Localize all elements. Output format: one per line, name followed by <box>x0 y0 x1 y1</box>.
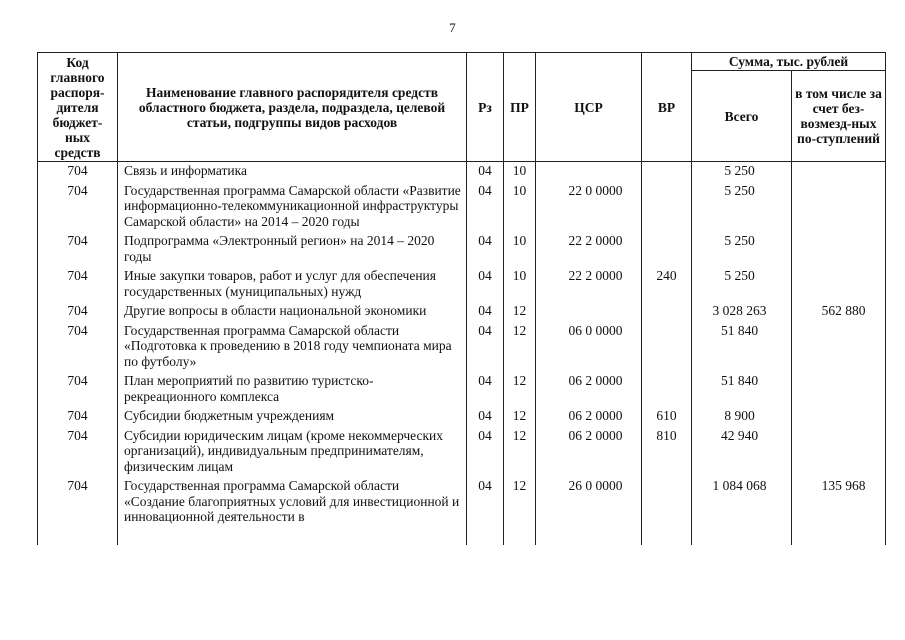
cell-code: 704 <box>38 182 118 233</box>
cell-total: 5 250 <box>692 267 792 302</box>
cell-pr: 12 <box>504 407 536 427</box>
cell-rz: 04 <box>467 407 504 427</box>
cell-rz: 04 <box>467 322 504 373</box>
header-csr: ЦСР <box>536 53 642 162</box>
cell-rz: 04 <box>467 232 504 267</box>
cell-code: 704 <box>38 232 118 267</box>
cell-rz: 04 <box>467 302 504 322</box>
table-row <box>38 372 886 407</box>
cell-total: 5 250 <box>692 232 792 267</box>
cell-vr <box>642 372 692 407</box>
cell-name: Государственная программа Самарской области «Подготовка к проведению в 2018 году чемпионата мира по футболу» <box>118 322 467 373</box>
header-rz: Рз <box>467 53 504 162</box>
cell-name: Иные закупки товаров, работ и услуг для обеспечения государственных (муниципальных) нужд <box>118 267 467 302</box>
table-row <box>38 232 886 267</box>
cell-free <box>792 322 886 373</box>
cell-name: Государственная программа Самарской области «Создание благоприятных условий для инвестиционной и инновационной деятельности в <box>118 477 467 545</box>
header-free: в том числе за счет без-возмезд-ных по-ступлений <box>792 71 886 162</box>
cell-code: 704 <box>38 372 118 407</box>
header-sum: Сумма, тыс. рублей <box>692 53 886 71</box>
cell-pr: 10 <box>504 232 536 267</box>
table-row <box>38 302 886 322</box>
cell-total: 5 250 <box>692 182 792 233</box>
cell-vr: 240 <box>642 267 692 302</box>
cell-pr: 12 <box>504 477 536 545</box>
cell-total: 5 250 <box>692 162 792 182</box>
cell-code: 704 <box>38 322 118 373</box>
cell-vr: 610 <box>642 407 692 427</box>
header-pr: ПР <box>504 53 536 162</box>
cell-vr <box>642 232 692 267</box>
cell-csr: 06 2 0000 <box>536 407 642 427</box>
cell-free <box>792 372 886 407</box>
cell-name: Субсидии бюджетным учреждениям <box>118 407 467 427</box>
cell-free <box>792 162 886 182</box>
cell-csr <box>536 302 642 322</box>
cell-rz: 04 <box>467 182 504 233</box>
table-row <box>38 322 886 373</box>
budget-table <box>37 52 886 545</box>
cell-total: 51 840 <box>692 372 792 407</box>
cell-vr <box>642 302 692 322</box>
cell-vr <box>642 477 692 545</box>
table-body <box>38 162 886 545</box>
cell-name: Другие вопросы в области национальной экономики <box>118 302 467 322</box>
cell-code: 704 <box>38 162 118 182</box>
cell-pr: 10 <box>504 162 536 182</box>
cell-name: Связь и информатика <box>118 162 467 182</box>
cell-vr: 810 <box>642 427 692 478</box>
cell-rz: 04 <box>467 162 504 182</box>
cell-free: 562 880 <box>792 302 886 322</box>
cell-pr: 12 <box>504 302 536 322</box>
cell-code: 704 <box>38 302 118 322</box>
cell-name: Подпрограмма «Электронный регион» на 2014 – 2020 годы <box>118 232 467 267</box>
cell-free <box>792 182 886 233</box>
cell-free <box>792 427 886 478</box>
table-row <box>38 407 886 427</box>
cell-rz: 04 <box>467 267 504 302</box>
cell-code: 704 <box>38 407 118 427</box>
cell-free: 135 968 <box>792 477 886 545</box>
cell-csr: 22 2 0000 <box>536 267 642 302</box>
cell-csr: 06 2 0000 <box>536 427 642 478</box>
cell-name: Государственная программа Самарской области «Развитие информационно-телекоммуникационной инфраструктуры Самарской области» на 2014 – 2020 годы <box>118 182 467 233</box>
cell-csr: 06 2 0000 <box>536 372 642 407</box>
cell-name: Субсидии юридическим лицам (кроме некоммерческих организаций), индивидуальным предпринимателям, физическим лицам <box>118 427 467 478</box>
cell-name: План мероприятий по развитию туристско-рекреационного комплекса <box>118 372 467 407</box>
header-name: Наименование главного распорядителя средств областного бюджета, раздела, подраздела, целевой статьи, подгруппы видов расходов <box>118 53 467 162</box>
table-row <box>38 162 886 182</box>
cell-csr: 22 2 0000 <box>536 232 642 267</box>
cell-pr: 10 <box>504 182 536 233</box>
cell-code: 704 <box>38 477 118 545</box>
cell-total: 51 840 <box>692 322 792 373</box>
cell-pr: 12 <box>504 427 536 478</box>
cell-csr: 26 0 0000 <box>536 477 642 545</box>
header-code: Код главного распоря-дителя бюджет-ных средств <box>38 53 118 162</box>
table-row <box>38 427 886 478</box>
cell-total: 42 940 <box>692 427 792 478</box>
header-vr: ВР <box>642 53 692 162</box>
cell-rz: 04 <box>467 477 504 545</box>
cell-vr <box>642 322 692 373</box>
cell-csr: 22 0 0000 <box>536 182 642 233</box>
cell-total: 8 900 <box>692 407 792 427</box>
cell-vr <box>642 182 692 233</box>
cell-pr: 10 <box>504 267 536 302</box>
header-total: Всего <box>692 71 792 162</box>
page-number: 7 <box>449 20 456 35</box>
cell-total: 1 084 068 <box>692 477 792 545</box>
cell-free <box>792 267 886 302</box>
cell-total: 3 028 263 <box>692 302 792 322</box>
cell-rz: 04 <box>467 427 504 478</box>
cell-free <box>792 232 886 267</box>
cell-vr <box>642 162 692 182</box>
cell-code: 704 <box>38 267 118 302</box>
cell-rz: 04 <box>467 372 504 407</box>
table-row <box>38 267 886 302</box>
table-row <box>38 182 886 233</box>
cell-free <box>792 407 886 427</box>
cell-csr: 06 0 0000 <box>536 322 642 373</box>
cell-code: 704 <box>38 427 118 478</box>
cell-pr: 12 <box>504 322 536 373</box>
table-row <box>38 477 886 545</box>
cell-csr <box>536 162 642 182</box>
cell-pr: 12 <box>504 372 536 407</box>
